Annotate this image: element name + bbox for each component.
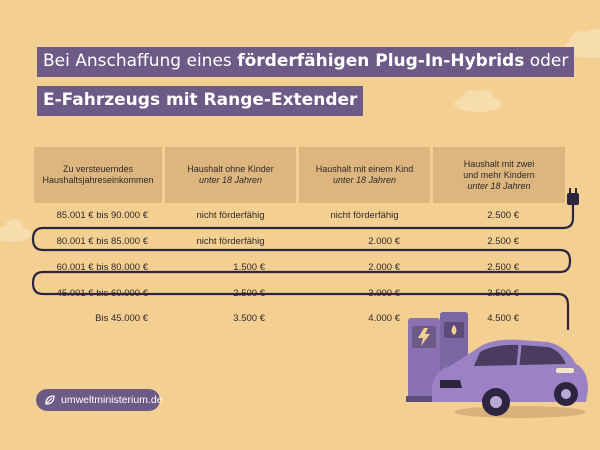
cell-income: 85.001 € bis 90.000 € [56, 210, 148, 221]
cell-no-kids: nicht förderfähig [196, 236, 265, 247]
cell-no-kids: 3.500 € [233, 313, 265, 324]
cell-two-kids: 4.500 € [487, 313, 519, 324]
header-income: Zu versteuerndes Haushaltsjahreseinkommen [34, 147, 162, 203]
cell-two-kids: 2.500 € [487, 210, 519, 221]
cell-income: Bis 45.000 € [95, 313, 148, 324]
cell-one-kid: nicht förderfähig [330, 210, 399, 221]
cell-no-kids: 1.500 € [233, 262, 265, 273]
cell-no-kids: 2.500 € [233, 288, 265, 299]
title-line-1: Bei Anschaffung eines förderfähigen Plug-In-Hybrids oder [37, 47, 574, 77]
title-line-2: E-Fahrzeugs mit Range-Extender [37, 86, 363, 116]
site-label: umweltministerium.de [61, 394, 163, 406]
cell-income: 80.001 € bis 85.000 € [56, 236, 148, 247]
leaf-icon [44, 394, 56, 406]
header-two-kids: Haushalt mit zwei und mehr Kindern unter 18 Jahren [433, 147, 565, 203]
cell-income: 60.001 € bis 80.000 € [56, 262, 148, 273]
cell-one-kid: 2.000 € [368, 236, 400, 247]
cell-one-kid: 4.000 € [368, 313, 400, 324]
cell-one-kid: 2.000 € [368, 262, 400, 273]
cell-two-kids: 2.500 € [487, 262, 519, 273]
header-one-kid: Haushalt mit einem Kind unter 18 Jahren [299, 147, 430, 203]
site-link[interactable] [36, 389, 163, 411]
cell-two-kids: 3.500 € [487, 288, 519, 299]
cell-no-kids: nicht förderfähig [196, 210, 265, 221]
cell-one-kid: 3.000 € [368, 288, 400, 299]
cell-income: 45.001 € bis 60.000 € [56, 288, 148, 299]
header-no-kids: Haushalt ohne Kinder unter 18 Jahren [165, 147, 296, 203]
cell-two-kids: 2.500 € [487, 236, 519, 247]
